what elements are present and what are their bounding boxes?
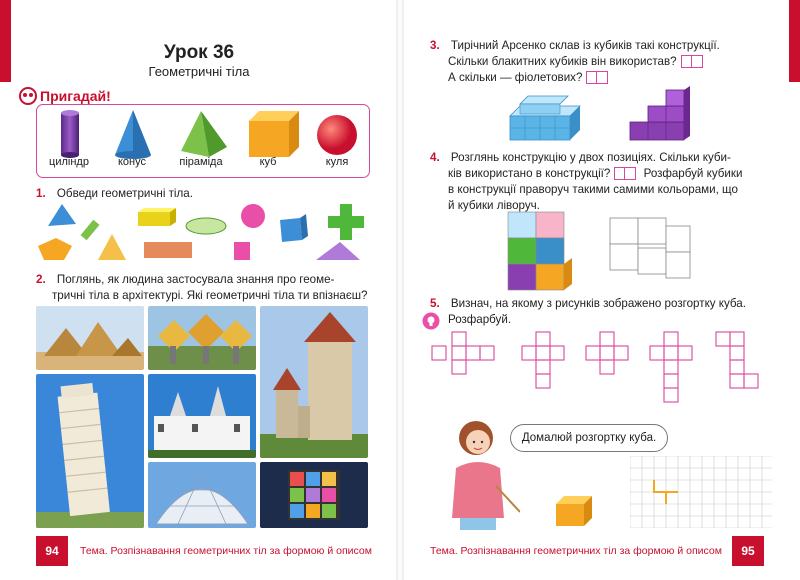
footer-right: Тема. Розпізнавання геометричних тіл за формою й описом xyxy=(430,545,722,557)
fig-triangle xyxy=(316,242,360,260)
fig-cylinder xyxy=(234,242,250,260)
task-3-line3: А скільки — фіолетових? xyxy=(448,71,583,84)
page-number-right: 95 xyxy=(732,536,764,566)
task-4-line3: в конструкції праворуч такими самими кольорами, що xyxy=(448,183,738,196)
task-4-number: 4. xyxy=(430,151,440,164)
sphere-shape xyxy=(317,115,357,155)
cube-shape xyxy=(249,111,299,157)
photo-pyramids xyxy=(36,306,144,370)
outline-construction xyxy=(610,218,690,278)
magnifier-icon xyxy=(18,86,40,106)
task-4-line2b: Розфарбуй кубики xyxy=(643,167,743,180)
fig-rect xyxy=(144,242,192,258)
fig-cone xyxy=(98,234,126,260)
task-1-figures[interactable] xyxy=(34,200,374,268)
right-page xyxy=(402,0,800,580)
net-5 xyxy=(716,332,758,388)
photo-cube-houses xyxy=(148,306,256,370)
cube-nets[interactable] xyxy=(430,326,770,416)
speech-bubble: Домалюй розгортку куба. xyxy=(510,424,668,452)
answer-box-blue[interactable] xyxy=(681,55,703,68)
lesson-subtitle: Геометричні тіла xyxy=(148,64,250,79)
shape-label-cube: куб xyxy=(259,156,277,168)
task-5-line1: Визнач, на якому з рисунків зображено розгортку куба. xyxy=(450,297,746,310)
task-3-number: 3. xyxy=(430,39,440,52)
cone-shape xyxy=(115,110,151,159)
net-1 xyxy=(432,332,494,374)
cylinder-shape xyxy=(61,110,79,158)
fig-pentagon xyxy=(38,238,72,260)
drawing-grid[interactable] xyxy=(630,456,772,528)
shape-label-sphere: куля xyxy=(325,156,349,168)
shape-label-cylinder: циліндр xyxy=(49,156,89,168)
fig-cross xyxy=(328,204,364,240)
photo-tower xyxy=(260,306,368,458)
task-5 xyxy=(430,296,746,328)
footer-left: Тема. Розпізнавання геометричних тіл за формою й описом xyxy=(80,545,372,557)
purple-construction xyxy=(630,86,690,140)
photo-glass-cube xyxy=(260,462,368,528)
orange-cube xyxy=(554,494,594,528)
page-tab-right xyxy=(789,0,800,82)
photo-dome xyxy=(148,462,256,528)
task-4 xyxy=(430,150,742,214)
net-2 xyxy=(522,332,564,388)
fig-stick xyxy=(81,220,100,240)
task-3-line2: Скільки блакитних кубиків він використав? xyxy=(448,55,677,68)
net-4 xyxy=(650,332,692,402)
answer-box-cubes[interactable] xyxy=(614,167,636,180)
task-3-line1: Тирічний Арсенко склав із кубиків такі конструкції. xyxy=(450,39,720,52)
net-3 xyxy=(586,332,628,374)
task-2-line1: Поглянь, як людина застосувала знання про геоме- xyxy=(56,273,335,286)
girl-illustration xyxy=(440,414,520,530)
answer-box-purple[interactable] xyxy=(586,71,608,84)
page-number-left: 94 xyxy=(36,536,68,566)
blue-construction xyxy=(510,96,580,140)
fig-ellipse xyxy=(186,218,226,234)
task-3 xyxy=(430,38,720,86)
task-2-number: 2. xyxy=(36,273,46,286)
task-5-line2: Розфарбуй. xyxy=(448,313,512,326)
task-2-line2: тричні тіла в архітектурі. Які геометричні тіла ти впізнаєш? xyxy=(52,289,368,302)
task-3-constructions xyxy=(500,86,694,146)
task-4-line4: й кубики ліворуч. xyxy=(448,199,540,212)
left-page xyxy=(0,0,398,580)
pyramid-shape xyxy=(181,111,227,157)
task-1-text: Обведи геометричні тіла. xyxy=(56,187,193,200)
shape-label-pyramid: піраміда xyxy=(179,156,223,168)
task-4-line2: ків використано в конструкції? xyxy=(448,167,611,180)
task-1-number: 1. xyxy=(36,187,46,200)
task-4-cubes[interactable] xyxy=(500,208,700,294)
task-2 xyxy=(36,272,368,304)
shape-label-cone: конус xyxy=(117,156,146,168)
task-5-number: 5. xyxy=(430,297,440,310)
fig-pyramid xyxy=(48,204,76,226)
remember-label: Пригадай! xyxy=(40,88,111,104)
colored-construction xyxy=(508,212,572,290)
lesson-title: Урок 36 xyxy=(163,42,235,63)
fig-ball xyxy=(241,204,265,228)
photo-pisa-tower xyxy=(36,374,144,528)
photo-palace xyxy=(148,374,256,458)
task-4-line1: Розглянь конструкцію у двох позиціях. Скільки куби- xyxy=(450,151,731,164)
